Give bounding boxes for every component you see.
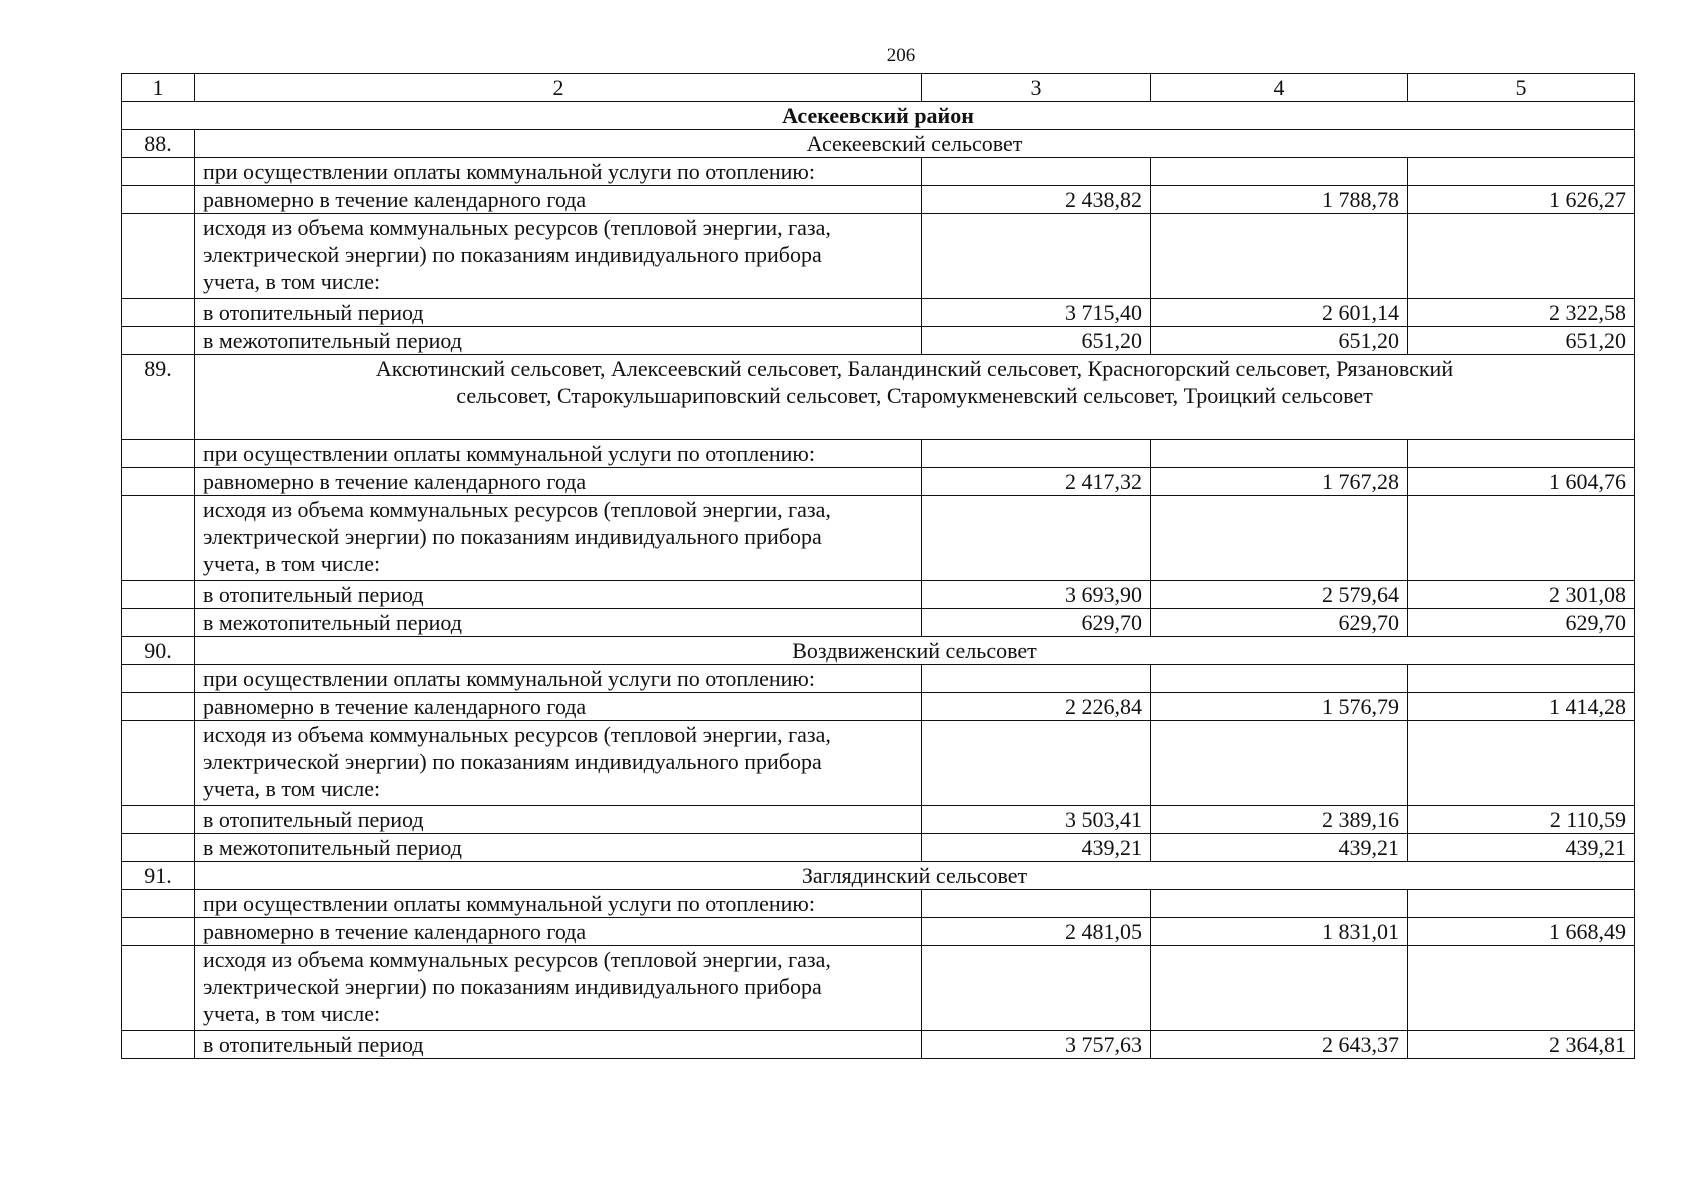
value-cell-v3: 651,20	[922, 327, 1151, 355]
value-cell-v3: 439,21	[922, 834, 1151, 862]
value-cell-v4: 1 767,28	[1151, 468, 1408, 496]
value-cell-v5	[1408, 665, 1635, 693]
value-cell-v5: 651,20	[1408, 327, 1635, 355]
value-cell-v3: 2 226,84	[922, 693, 1151, 721]
row-number-cell	[122, 806, 195, 834]
table-row	[122, 721, 1635, 806]
value-cell-v5: 1 668,49	[1408, 918, 1635, 946]
table-row	[122, 834, 1635, 862]
table-row	[122, 327, 1635, 355]
row-number-cell	[122, 496, 195, 581]
group-number: 89.	[122, 355, 195, 440]
value-cell-v5	[1408, 158, 1635, 186]
value-cell-v4	[1151, 158, 1408, 186]
row-number-cell	[122, 186, 195, 214]
value-cell-v5	[1408, 890, 1635, 918]
table-row	[122, 496, 1635, 581]
value-cell-v5: 439,21	[1408, 834, 1635, 862]
value-cell-v3	[922, 158, 1151, 186]
value-cell-v3	[922, 890, 1151, 918]
table-row	[122, 665, 1635, 693]
value-cell-v3: 3 693,90	[922, 581, 1151, 609]
value-cell-v4: 2 643,37	[1151, 1031, 1408, 1059]
page-number: 206	[886, 45, 916, 66]
value-cell-v3: 2 438,82	[922, 186, 1151, 214]
row-label: исходя из объема коммунальных ресурсов (тепловой энергии, газа, электрической энергии) по показаниям индивидуального прибора учета, в том числе:	[195, 214, 922, 299]
row-number-cell	[122, 665, 195, 693]
row-number-cell	[122, 581, 195, 609]
row-label: при осуществлении оплаты коммунальной услуги по отоплению:	[195, 440, 922, 468]
row-number-cell	[122, 834, 195, 862]
value-cell-v4: 2 389,16	[1151, 806, 1408, 834]
value-cell-v4: 629,70	[1151, 609, 1408, 637]
value-cell-v5: 1 414,28	[1408, 693, 1635, 721]
row-label: равномерно в течение календарного года	[195, 186, 922, 214]
table-row	[122, 946, 1635, 1031]
value-cell-v5: 2 364,81	[1408, 1031, 1635, 1059]
value-cell-v3	[922, 946, 1151, 1031]
value-cell-v3: 3 503,41	[922, 806, 1151, 834]
group-number: 90.	[122, 637, 195, 665]
group-name: Воздвиженский сельсовет	[195, 637, 1635, 665]
value-cell-v3: 2 417,32	[922, 468, 1151, 496]
value-cell-v4	[1151, 440, 1408, 468]
group-name: Заглядинский сельсовет	[195, 862, 1635, 890]
row-number-cell	[122, 693, 195, 721]
value-cell-v4: 1 576,79	[1151, 693, 1408, 721]
value-cell-v5: 2 322,58	[1408, 299, 1635, 327]
value-cell-v4: 1 831,01	[1151, 918, 1408, 946]
value-cell-v3: 2 481,05	[922, 918, 1151, 946]
value-cell-v5	[1408, 721, 1635, 806]
column-number-header-row	[122, 74, 1635, 102]
value-cell-v3	[922, 214, 1151, 299]
row-number-cell	[122, 158, 195, 186]
value-cell-v4	[1151, 665, 1408, 693]
value-cell-v3: 3 715,40	[922, 299, 1151, 327]
value-cell-v5	[1408, 946, 1635, 1031]
group-number: 91.	[122, 862, 195, 890]
value-cell-v3: 3 757,63	[922, 1031, 1151, 1059]
table-row	[122, 299, 1635, 327]
row-label: исходя из объема коммунальных ресурсов (тепловой энергии, газа, электрической энергии) по показаниям индивидуального прибора учета, в том числе:	[195, 946, 922, 1031]
group-row	[122, 130, 1635, 158]
row-number-cell	[122, 1031, 195, 1059]
group-number: 88.	[122, 130, 195, 158]
table-row	[122, 918, 1635, 946]
table-row	[122, 581, 1635, 609]
value-cell-v5: 2 301,08	[1408, 581, 1635, 609]
row-label: исходя из объема коммунальных ресурсов (тепловой энергии, газа, электрической энергии) по показаниям индивидуального прибора учета, в том числе:	[195, 496, 922, 581]
column-header: 4	[1151, 74, 1408, 102]
value-cell-v5	[1408, 214, 1635, 299]
value-cell-v5	[1408, 496, 1635, 581]
table-row	[122, 440, 1635, 468]
row-number-cell	[122, 890, 195, 918]
table-row	[122, 693, 1635, 721]
column-header: 2	[195, 74, 922, 102]
value-cell-v4: 439,21	[1151, 834, 1408, 862]
row-label: в межотопительный период	[195, 327, 922, 355]
column-header: 3	[922, 74, 1151, 102]
value-cell-v5: 2 110,59	[1408, 806, 1635, 834]
value-cell-v4: 1 788,78	[1151, 186, 1408, 214]
value-cell-v3	[922, 665, 1151, 693]
group-name: Аксютинский сельсовет, Алексеевский сельсовет, Баландинский сельсовет, Красногорский сельсовет, Рязановский сельсовет, Старокульшариповский сельсовет, Старомукменевский сельсовет, Троицкий сельсовет	[195, 355, 1635, 440]
region-title: Асекеевский район	[122, 102, 1635, 130]
group-name: Асекеевский сельсовет	[195, 130, 1635, 158]
table-row	[122, 158, 1635, 186]
value-cell-v3: 629,70	[922, 609, 1151, 637]
table-row	[122, 468, 1635, 496]
row-label: в отопительный период	[195, 299, 922, 327]
value-cell-v5: 629,70	[1408, 609, 1635, 637]
row-label: исходя из объема коммунальных ресурсов (тепловой энергии, газа, электрической энергии) по показаниям индивидуального прибора учета, в том числе:	[195, 721, 922, 806]
value-cell-v4	[1151, 946, 1408, 1031]
row-label: равномерно в течение календарного года	[195, 693, 922, 721]
table-row	[122, 214, 1635, 299]
value-cell-v5: 1 604,76	[1408, 468, 1635, 496]
row-label: при осуществлении оплаты коммунальной услуги по отоплению:	[195, 890, 922, 918]
row-number-cell	[122, 946, 195, 1031]
row-number-cell	[122, 609, 195, 637]
column-header: 5	[1408, 74, 1635, 102]
value-cell-v4: 2 601,14	[1151, 299, 1408, 327]
row-label: равномерно в течение календарного года	[195, 918, 922, 946]
column-header: 1	[122, 74, 195, 102]
table-row	[122, 1031, 1635, 1059]
value-cell-v4	[1151, 721, 1408, 806]
row-number-cell	[122, 440, 195, 468]
row-label: в отопительный период	[195, 581, 922, 609]
row-label: в отопительный период	[195, 1031, 922, 1059]
row-label: при осуществлении оплаты коммунальной услуги по отоплению:	[195, 665, 922, 693]
value-cell-v3	[922, 440, 1151, 468]
row-number-cell	[122, 918, 195, 946]
value-cell-v3	[922, 496, 1151, 581]
row-label: в межотопительный период	[195, 609, 922, 637]
value-cell-v3	[922, 721, 1151, 806]
value-cell-v5	[1408, 440, 1635, 468]
value-cell-v4	[1151, 890, 1408, 918]
region-row	[122, 102, 1635, 130]
group-row	[122, 355, 1635, 440]
row-label: в межотопительный период	[195, 834, 922, 862]
value-cell-v5: 1 626,27	[1408, 186, 1635, 214]
row-label: равномерно в течение календарного года	[195, 468, 922, 496]
table-row	[122, 186, 1635, 214]
row-label: при осуществлении оплаты коммунальной услуги по отоплению:	[195, 158, 922, 186]
row-number-cell	[122, 214, 195, 299]
group-row	[122, 862, 1635, 890]
value-cell-v4: 2 579,64	[1151, 581, 1408, 609]
table-row	[122, 806, 1635, 834]
table-body	[122, 74, 1635, 1059]
row-number-cell	[122, 299, 195, 327]
value-cell-v4	[1151, 496, 1408, 581]
row-number-cell	[122, 468, 195, 496]
value-cell-v4: 651,20	[1151, 327, 1408, 355]
row-number-cell	[122, 721, 195, 806]
row-label: в отопительный период	[195, 806, 922, 834]
group-row	[122, 637, 1635, 665]
value-cell-v4	[1151, 214, 1408, 299]
tariff-table	[121, 73, 1635, 1059]
table-row	[122, 609, 1635, 637]
table-row	[122, 890, 1635, 918]
row-number-cell	[122, 327, 195, 355]
